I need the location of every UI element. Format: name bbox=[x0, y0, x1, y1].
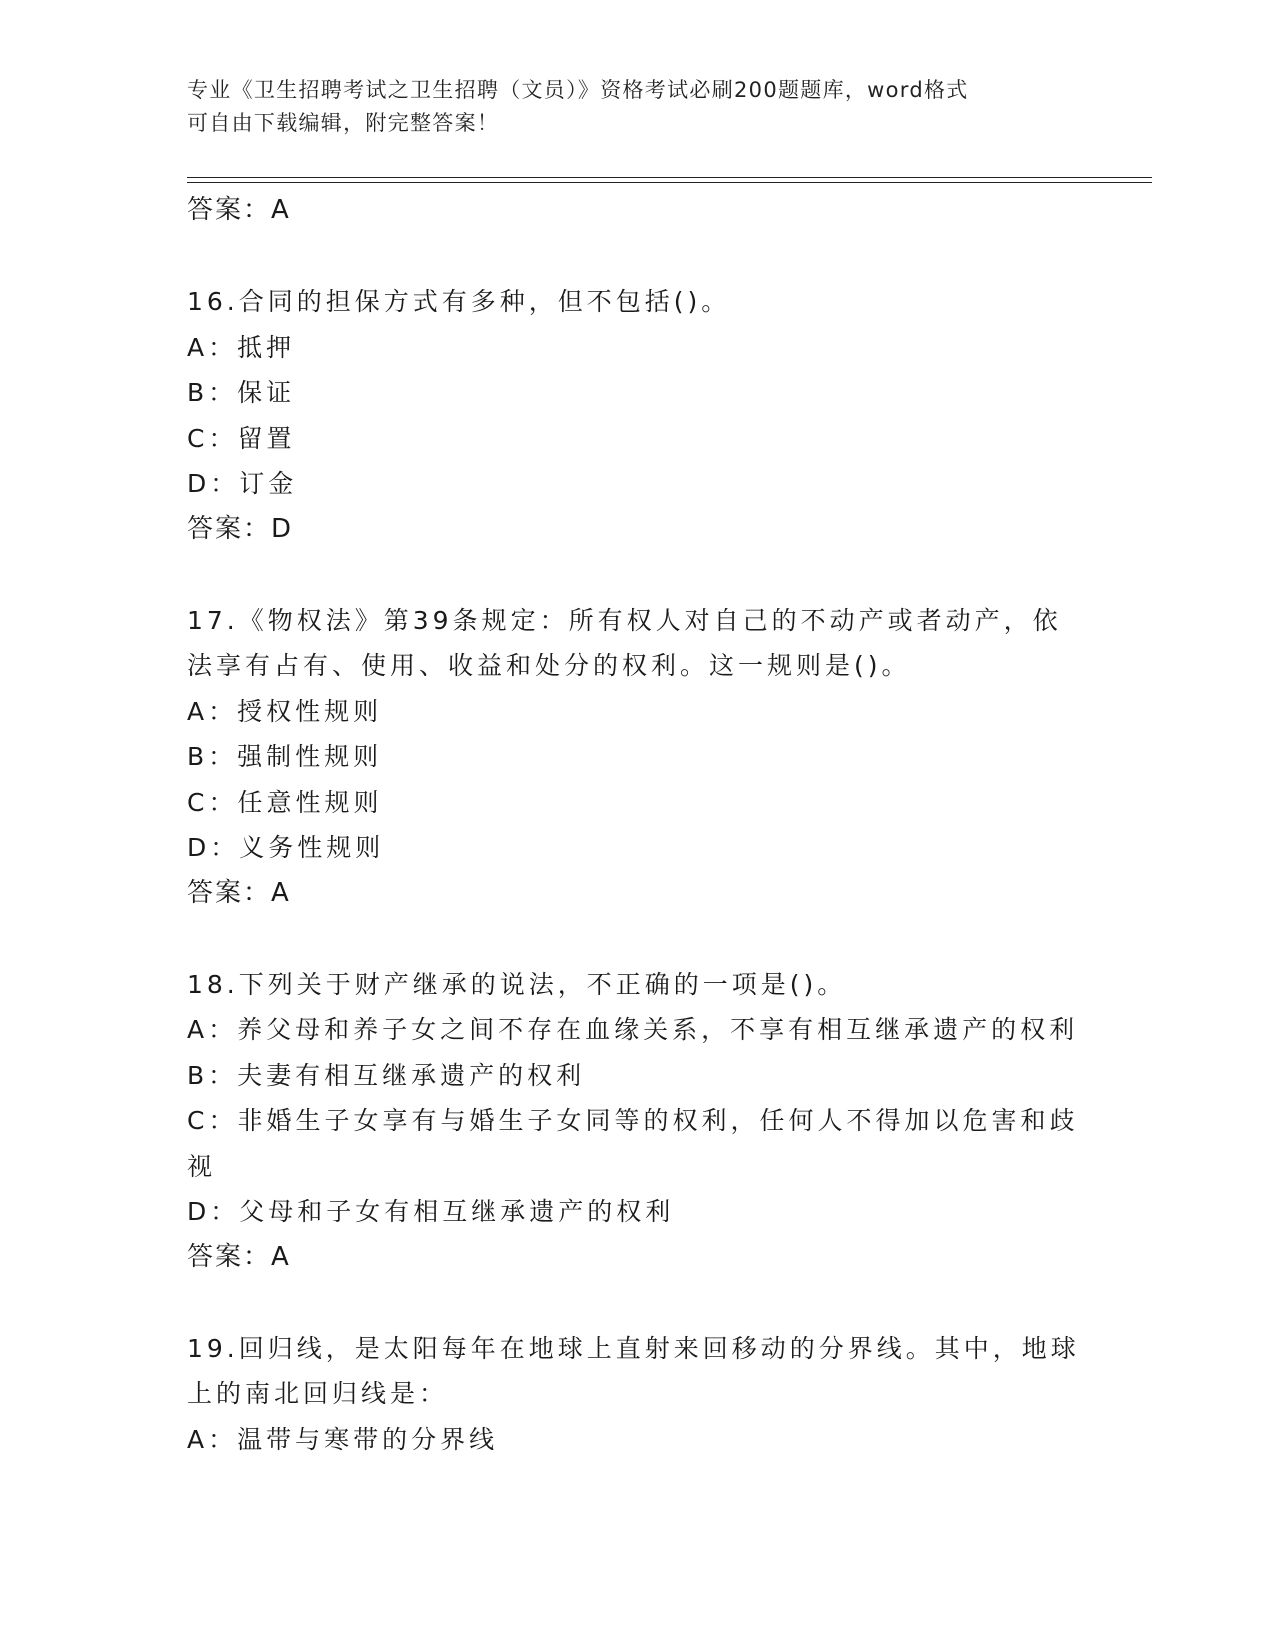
option-b: B：夫妻有相互继承遗产的权利 bbox=[187, 1060, 586, 1090]
option-a: A：抵押 bbox=[187, 332, 296, 362]
header-rule-top bbox=[187, 177, 1152, 178]
document-header bbox=[187, 74, 1087, 140]
answer: 答案：D bbox=[187, 513, 294, 544]
header-line-1: 专业《卫生招聘考试之卫生招聘（文员）》资格考试必刷200题题库，word格式 bbox=[187, 78, 969, 102]
question-stem-line-1: 17.《物权法》第39条规定：所有权人对自己的不动产或者动产，依 bbox=[187, 605, 1062, 635]
spacer bbox=[187, 1280, 1087, 1326]
spacer bbox=[187, 234, 1087, 280]
option-a: A：授权性规则 bbox=[187, 696, 383, 726]
option-a: A：温带与寒带的分界线 bbox=[187, 1424, 499, 1454]
option-c: C：任意性规则 bbox=[187, 787, 383, 817]
answer: 答案：A bbox=[187, 1241, 291, 1272]
option-d: D：订金 bbox=[187, 469, 298, 498]
answer: 答案：A bbox=[187, 877, 291, 908]
question-stem: 16.合同的担保方式有多种，但不包括()。 bbox=[187, 287, 731, 316]
option-a: A：养父母和养子女之间不存在血缘关系，不享有相互继承遗产的权利 bbox=[187, 1015, 1079, 1044]
answer-15: 答案：A bbox=[187, 195, 291, 225]
question-19 bbox=[187, 1326, 1087, 1463]
option-c: C：留置 bbox=[187, 423, 296, 453]
spacer bbox=[187, 916, 1087, 962]
option-d: D：父母和子女有相互继承遗产的权利 bbox=[187, 1197, 675, 1226]
question-stem-line-2: 法享有占有、使用、收益和处分的权利。这一规则是()。 bbox=[187, 651, 911, 680]
spacer bbox=[187, 552, 1087, 598]
question-17 bbox=[187, 598, 1087, 917]
question-stem: 18.下列关于财产继承的说法，不正确的一项是()。 bbox=[187, 969, 847, 999]
question-18 bbox=[187, 962, 1087, 1281]
question-stem-line-2: 上的南北回归线是： bbox=[187, 1379, 449, 1408]
option-b: B：保证 bbox=[187, 378, 296, 407]
option-c-line-1: C：非婚生子女享有与婚生子女同等的权利，任何人不得加以危害和歧 bbox=[187, 1106, 1079, 1135]
question-16 bbox=[187, 279, 1087, 552]
option-c-line-2: 视 bbox=[187, 1151, 217, 1181]
question-stem-line-1: 19.回归线，是太阳每年在地球上直射来回移动的分界线。其中，地球 bbox=[187, 1333, 1080, 1363]
option-b: B：强制性规则 bbox=[187, 742, 383, 771]
header-rule-bottom bbox=[187, 182, 1152, 183]
option-d: D：义务性规则 bbox=[187, 833, 385, 862]
header-line-2: 可自由下载编辑，附完整答案！ bbox=[187, 111, 500, 135]
question-list bbox=[187, 188, 1087, 1462]
